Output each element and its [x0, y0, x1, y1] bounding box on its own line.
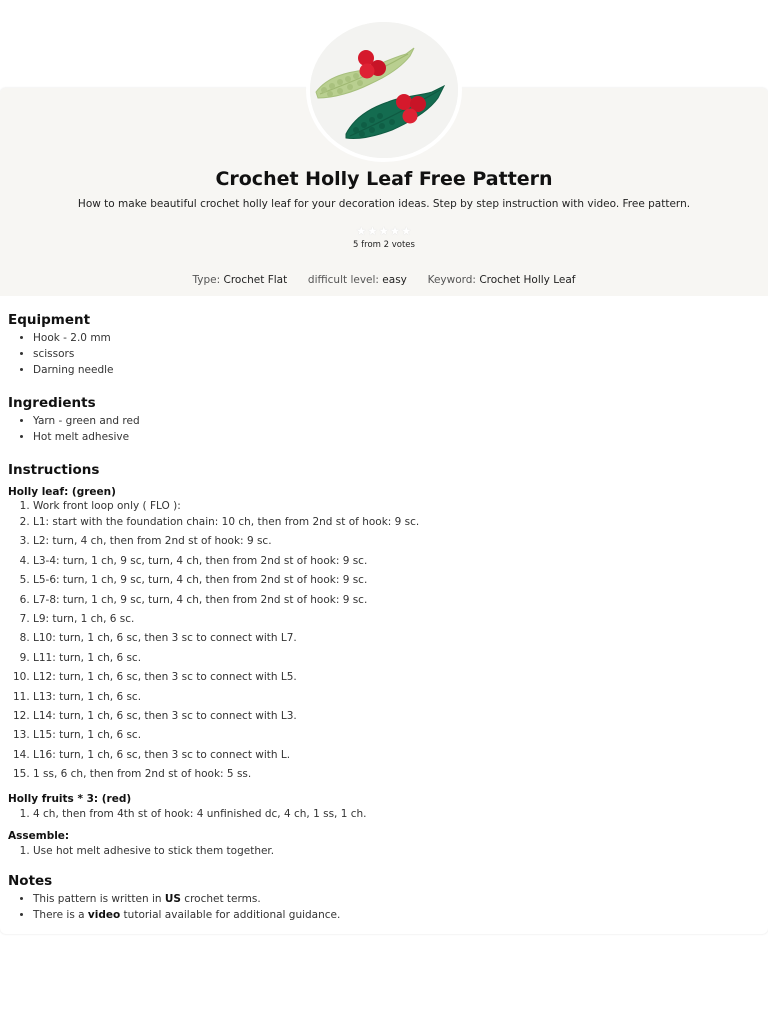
equipment-heading: Equipment [8, 312, 91, 328]
rating-votes: 5 from 2 votes [353, 240, 415, 250]
list-item: • scissors [33, 346, 748, 362]
instruction-group-title: Assemble: [8, 829, 70, 842]
instructions-section [8, 462, 748, 859]
notes-list [8, 891, 748, 923]
notes-section [8, 873, 748, 923]
recipe-content [8, 312, 748, 940]
instruction-step: 8. L10: turn, 1 ch, 6 sc, then 3 sc to connect with L7. [33, 629, 748, 648]
difficulty-value: easy [382, 274, 407, 286]
ingredients-heading: Ingredients [8, 395, 96, 411]
instruction-steps [8, 843, 748, 859]
instruction-steps [8, 806, 748, 822]
instruction-group-title: Holly fruits * 3: (red) [8, 792, 132, 805]
instruction-step: 11. L13: turn, 1 ch, 6 sc. [33, 688, 748, 707]
ingredients-section [8, 395, 748, 445]
recipe-photo [306, 18, 462, 162]
list-item: • Hook - 2.0 mm [33, 330, 748, 346]
recipe-description: How to make beautiful crochet holly leaf for your decoration ideas. Step by step instruction with video. Free pattern. [77, 198, 691, 210]
list-item: • This pattern is written in US crochet terms. [33, 891, 748, 907]
type-value: Crochet Flat [223, 274, 288, 286]
instruction-step: 3. L2: turn, 4 ch, then from 2nd st of hook: 9 sc. [33, 532, 748, 551]
instruction-step: 2. L1: start with the foundation chain: 10 ch, then from 2nd st of hook: 9 sc. [33, 513, 748, 532]
instruction-step: 12. L14: turn, 1 ch, 6 sc, then 3 sc to connect with L3. [33, 707, 748, 726]
type-label: Type: [192, 274, 221, 286]
list-item: • Hot melt adhesive [33, 429, 748, 445]
instruction-step: 10. L12: turn, 1 ch, 6 sc, then 3 sc to connect with L5. [33, 668, 748, 687]
instruction-step: 14. L16: turn, 1 ch, 6 sc, then 3 sc to connect with L. [33, 746, 748, 765]
equipment-section [8, 312, 748, 378]
page-title: Crochet Holly Leaf Free Pattern [215, 168, 553, 190]
instruction-step: 4. L3-4: turn, 1 ch, 9 sc, turn, 4 ch, then from 2nd st of hook: 9 sc. [33, 552, 748, 571]
difficulty-label: difficult level: [307, 274, 379, 286]
instruction-step: 13. L15: turn, 1 ch, 6 sc. [33, 726, 748, 745]
keyword-value: Crochet Holly Leaf [479, 274, 576, 286]
instruction-step: 9. L11: turn, 1 ch, 6 sc. [33, 649, 748, 668]
instruction-step: 1. 4 ch, then from 4th st of hook: 4 unfinished dc, 4 ch, 1 ss, 1 ch. [33, 806, 748, 822]
instruction-step: 6. L7-8: turn, 1 ch, 9 sc, turn, 4 ch, then from 2nd st of hook: 9 sc. [33, 591, 748, 610]
instructions-heading: Instructions [8, 462, 100, 478]
instruction-step: 1. Work front loop only ( FLO ): [33, 499, 748, 513]
instruction-steps [8, 499, 748, 785]
list-item: • Yarn - green and red [33, 413, 748, 429]
instruction-step: 7. L9: turn, 1 ch, 6 sc. [33, 610, 748, 629]
instruction-step: 1. Use hot melt adhesive to stick them together. [33, 843, 748, 859]
equipment-list [8, 330, 748, 378]
instruction-step: 5. L5-6: turn, 1 ch, 9 sc, turn, 4 ch, then from 2nd st of hook: 9 sc. [33, 571, 748, 590]
notes-heading: Notes [8, 872, 53, 889]
list-item: • Darning needle [33, 362, 748, 378]
recipe-meta [0, 274, 768, 286]
keyword-label: Keyword: [427, 274, 476, 286]
star-icon[interactable]: ★★★★★ [355, 224, 413, 238]
list-item: • There is a video tutorial available for additional guidance. [33, 907, 748, 923]
ingredients-list [8, 413, 748, 445]
instruction-group-title: Holly leaf: (green) [8, 486, 116, 498]
instruction-step: 15. 1 ss, 6 ch, then from 2nd st of hook: 5 ss. [33, 765, 748, 784]
